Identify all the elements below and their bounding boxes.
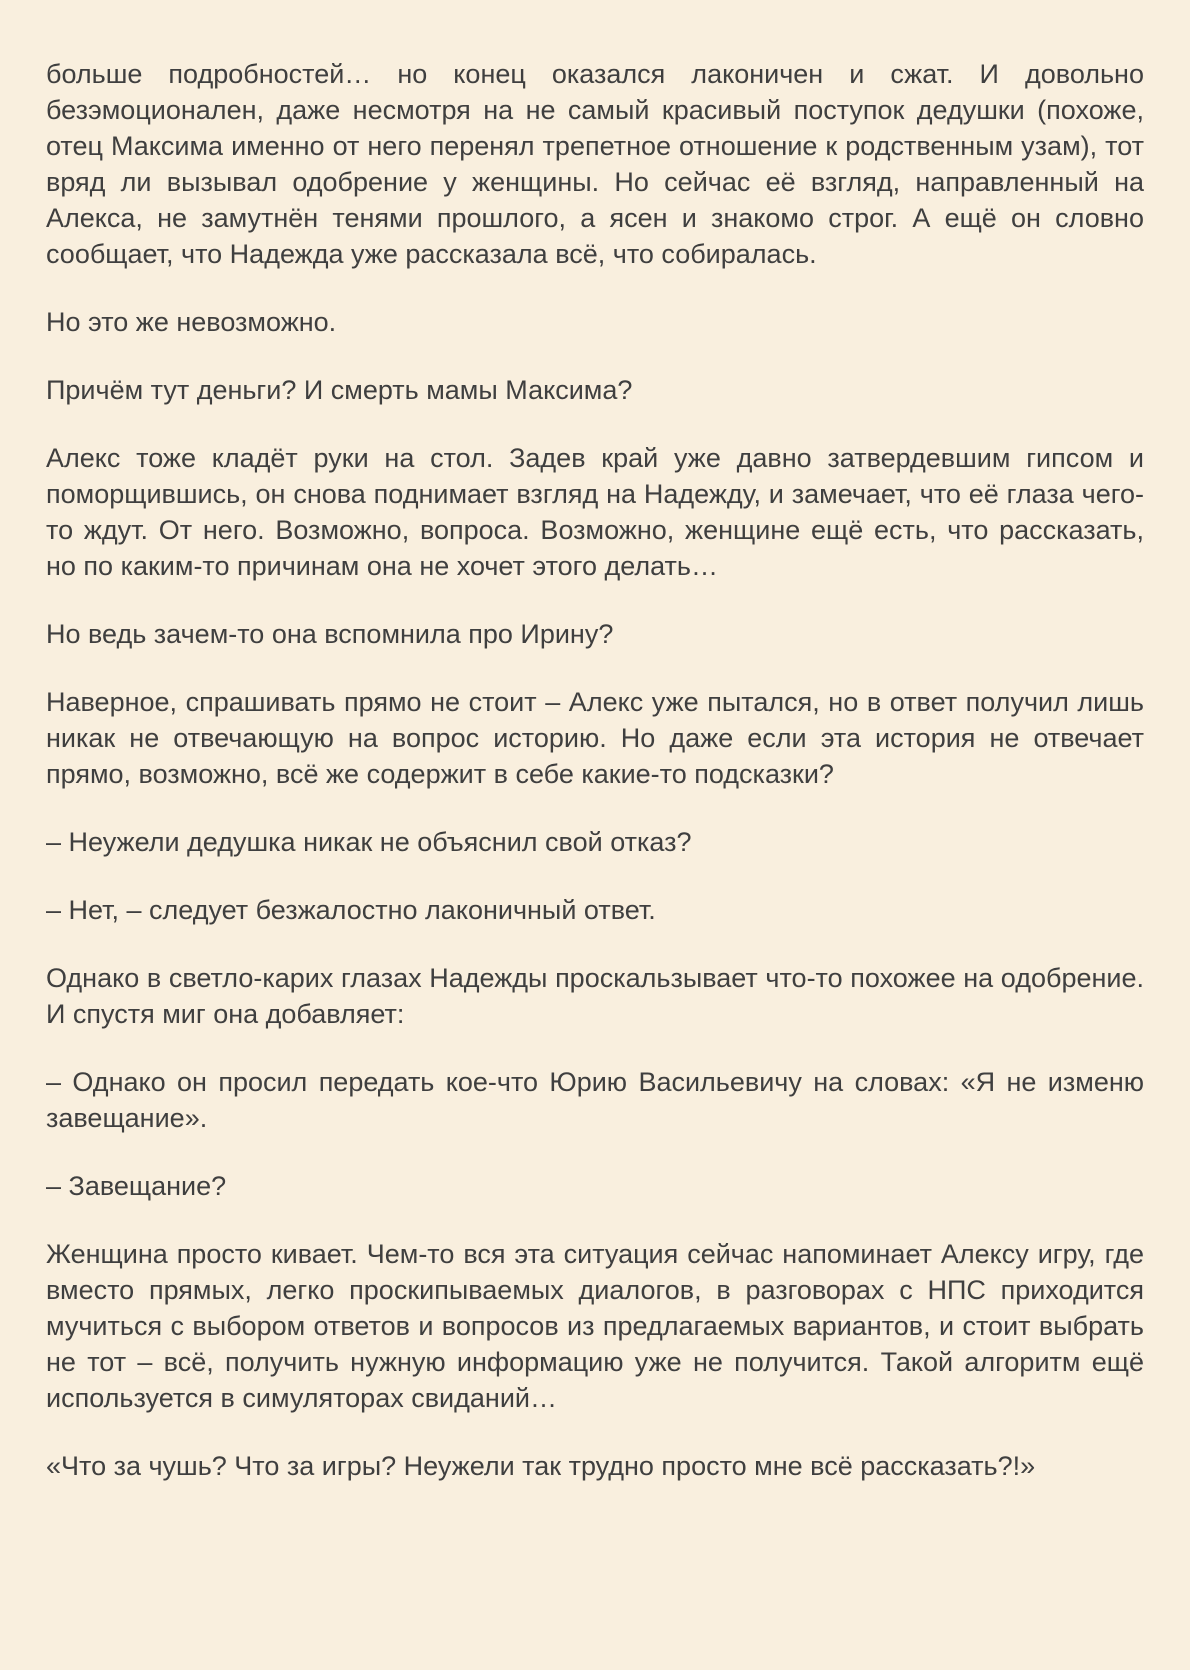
paragraph-5: Но ведь зачем-то она вспомнила про Ирину? [46, 619, 614, 649]
paragraph-8: – Нет, – следует безжалостно лаконичный ответ. [46, 895, 656, 925]
paragraph-7: – Неужели дедушка никак не объяснил свой отказ? [46, 827, 692, 857]
paragraph-11: – Завещание? [46, 1171, 227, 1201]
paragraph-4: Алекс тоже кладёт руки на стол. Задев край уже давно затвердевшим гипсом и поморщившись, он снова поднимает взгляд на Надежду, и замечает, что её глаза чего-то ждут. От него. Возможно, вопроса. Возможно, женщине ещё есть, что рассказать, но по каким-то причинам она не хочет этого делать… [46, 443, 1144, 581]
paragraph-2: Но это же невозможно. [46, 307, 337, 337]
paragraph-10: – Однако он просил передать кое-что Юрию Васильевичу на словах: «Я не изменю завещание». [46, 1067, 1144, 1133]
paragraph-13: «Что за чушь? Что за игры? Неужели так трудно просто мне всё рассказать?!» [46, 1451, 1036, 1481]
paragraph-6: Наверное, спрашивать прямо не стоит – Алекс уже пытался, но в ответ получил лишь никак не отвечающую на вопрос историю. Но даже если эта история не отвечает прямо, возможно, всё же содержит в себе какие-то подсказки? [46, 687, 1144, 789]
paragraph-3: Причём тут деньги? И смерть мамы Максима? [46, 375, 633, 405]
document-page [46, 56, 1144, 1516]
paragraph-9: Однако в светло-карих глазах Надежды проскальзывает что-то похожее на одобрение. И спустя миг она добавляет: [46, 963, 1144, 1029]
paragraph-1: больше подробностей… но конец оказался лаконичен и сжат. И довольно безэмоционален, даже несмотря на не самый красивый поступок дедушки (похоже, отец Максима именно от него перенял трепетное отношение к родственным узам), тот вряд ли вызывал одобрение у женщины. Но сейчас её взгляд, направленный на Алекса, не замутнён тенями прошлого, а ясен и знакомо строг. А ещё он словно сообщает, что Надежда уже рассказала всё, что собиралась. [46, 59, 1144, 269]
paragraph-12: Женщина просто кивает. Чем-то вся эта ситуация сейчас напоминает Алексу игру, где вместо прямых, легко проскипываемых диалогов, в разговорах с НПС приходится мучиться с выбором ответов и вопросов из предлагаемых вариантов, и стоит выбрать не тот – всё, получить нужную информацию уже не получится. Такой алгоритм ещё используется в симуляторах свиданий… [46, 1239, 1144, 1413]
